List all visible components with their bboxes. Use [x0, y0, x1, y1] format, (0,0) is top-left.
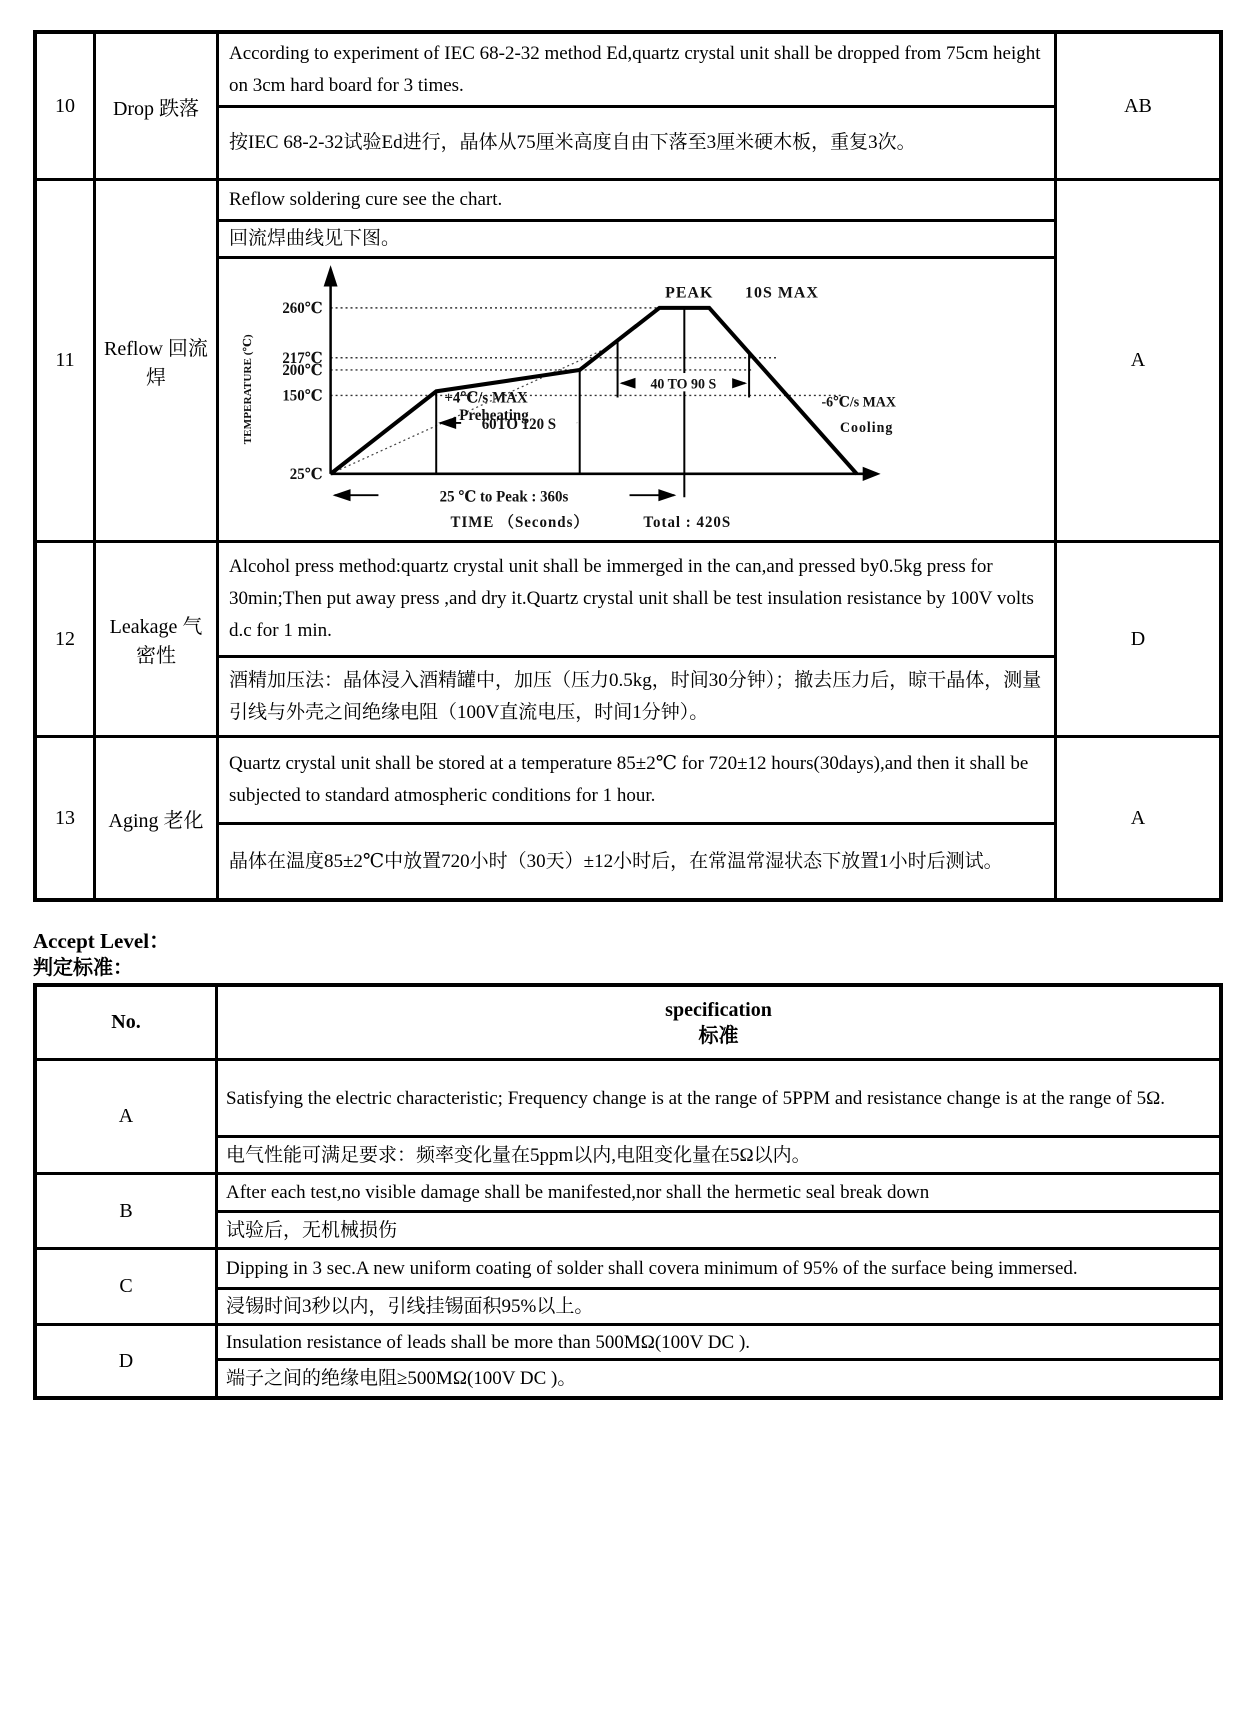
specification-english: Satisfying the electric characteristic; Frequency change is at the range of 5PPM and resistance change is at the range of 5Ω. [226, 1087, 1165, 1109]
peak-window-label: 40 TO 90 S [650, 376, 717, 393]
time-axis-label: TIME （Seconds） [450, 514, 590, 531]
cooling-rate-label: -6℃/s MAX [821, 394, 896, 411]
description-cell [216, 34, 1054, 178]
peak-time-label: 10S MAX [745, 284, 819, 302]
header-no: No. [111, 1011, 141, 1033]
description-cell [216, 543, 1054, 735]
peak-label: PEAK [665, 284, 714, 302]
item-label: Reflow 回流焊 [93, 181, 216, 540]
accept-level-heading-cn: 判定标准： [33, 957, 133, 979]
specification-cell [215, 1250, 1219, 1323]
description-cell [216, 738, 1054, 898]
specification-chinese: 端子之间的绝缘电阻≥500MΩ(100V DC )。 [218, 1358, 1219, 1396]
specification-chinese: 电气性能可满足要求：频率变化量在5ppm以内,电阻变化量在5Ω以内。 [218, 1135, 1219, 1172]
description-chinese: 晶体在温度85±2℃中放置720小时（30天）±12小时后，在常温常湿状态下放置1小时后测试。 [219, 822, 1054, 898]
tick-150: 150℃ [282, 388, 323, 405]
item-label: Drop 跌落 [93, 34, 216, 178]
level-letter: C [119, 1275, 133, 1297]
tick-25: 25℃ [289, 466, 323, 483]
table-row [37, 1058, 1219, 1172]
specification-english: Insulation resistance of leads shall be more than 500MΩ(100V DC ). [226, 1331, 751, 1353]
item-label: Aging 老化 [93, 738, 216, 898]
left-arrow-icon [620, 377, 638, 389]
header-specification [215, 987, 1219, 1058]
accept-level: AB [1054, 34, 1219, 178]
specification-chinese: 试验后，无机械损伤 [218, 1210, 1219, 1247]
preheat-window-label: 60TO 120 S [481, 416, 557, 434]
tick-260: 260℃ [282, 300, 323, 318]
row-number: 12 [55, 627, 75, 650]
level-letter: A [118, 1105, 134, 1127]
table-row [37, 735, 1219, 898]
reflow-chart-cell [219, 256, 1054, 540]
specification-cell [215, 1061, 1219, 1172]
description-chinese: 按IEC 68-2-32试验Ed进行，晶体从75厘米高度自由下落至3厘米硬木板，重复3次。 [219, 105, 1054, 178]
test-items-table [33, 30, 1223, 902]
total-time-label: Total : 420S [643, 514, 732, 531]
table-row [37, 178, 1219, 540]
table-row [37, 34, 1219, 178]
row-number: 11 [55, 349, 75, 371]
accept-level-table [33, 983, 1223, 1400]
description-chinese: 酒精加压法：晶体浸入酒精罐中，加压（压力0.5kg，时间30分钟）；撤去压力后，晾干晶体，测量引线与外壳之间绝缘电阻（100V直流电压，时间1分钟）。 [219, 655, 1054, 735]
specification-chinese: 浸锡时间3秒以内，引线挂锡面积95%以上。 [218, 1287, 1219, 1323]
specification-cell [215, 1175, 1219, 1247]
item-label: Leakage 气密性 [93, 543, 216, 735]
accept-level: D [1054, 543, 1219, 735]
tick-200: 200℃ [282, 362, 323, 380]
right-arrow-icon [863, 467, 881, 481]
preheating-label: Preheating [459, 407, 529, 424]
accept-level: A [1054, 738, 1219, 898]
accept-level-heading-en: Accept Level： [33, 929, 171, 953]
accept-level: A [1054, 181, 1219, 540]
level-letter: B [119, 1199, 133, 1222]
description-english: Quartz crystal unit shall be stored at a temperature 85±2℃ for 720±12 hours(30days),and then it shall be subjected to standard atmospheric conditions for 1 hour. [229, 753, 1029, 806]
left-arrow-icon [333, 489, 351, 501]
table-header-row [37, 987, 1219, 1058]
right-arrow-icon [658, 489, 676, 501]
specification-cell [215, 1326, 1219, 1396]
table-row [37, 1247, 1219, 1323]
ramp-rate-label: +4℃/s MAX [444, 390, 528, 407]
description-cell [216, 181, 1054, 540]
row-number: 13 [55, 806, 75, 829]
left-arrow-icon [438, 417, 456, 429]
row-number: 10 [55, 94, 75, 117]
accept-level-heading [33, 928, 170, 981]
specification-english: After each test,no visible damage shall be manifested,nor shall the hermetic seal break down [226, 1182, 930, 1203]
chart-y-axis-label: TEMPERATURE (℃) [241, 334, 254, 445]
tick-217: 217℃ [282, 350, 323, 367]
up-arrow-icon [324, 265, 338, 286]
description-english: Reflow soldering cure see the chart. [229, 189, 503, 210]
specification-english: Dipping in 3 sec.A new uniform coating of solder shall covera minimum of 95% of the surface being immersed. [226, 1258, 1078, 1279]
header-specification-en: specification [665, 998, 772, 1021]
table-row [37, 1323, 1219, 1396]
header-specification-cn: 标准 [698, 1024, 739, 1047]
description-english: According to experiment of IEC 68-2-32 method Ed,quartz crystal unit shall be dropped from 75cm height on 3cm hard board for 3 times. [229, 42, 1041, 96]
table-row [37, 540, 1219, 735]
cooling-label: Cooling [839, 419, 894, 437]
reflow-profile-chart [219, 259, 1054, 540]
to-peak-label: 25 ℃ to Peak : 360s [439, 489, 569, 506]
description-chinese: 回流焊曲线见下图。 [219, 219, 1054, 256]
description-english: Alcohol press method:quartz crystal unit shall be immerged in the can,and pressed by0.5kg press for 30min;Then put away press ,and dry it.Quartz crystal unit shall be test insulation resistance by 100V volts d.c for 1 min. [229, 556, 1034, 641]
table-row [37, 1172, 1219, 1247]
level-letter: D [118, 1349, 134, 1372]
